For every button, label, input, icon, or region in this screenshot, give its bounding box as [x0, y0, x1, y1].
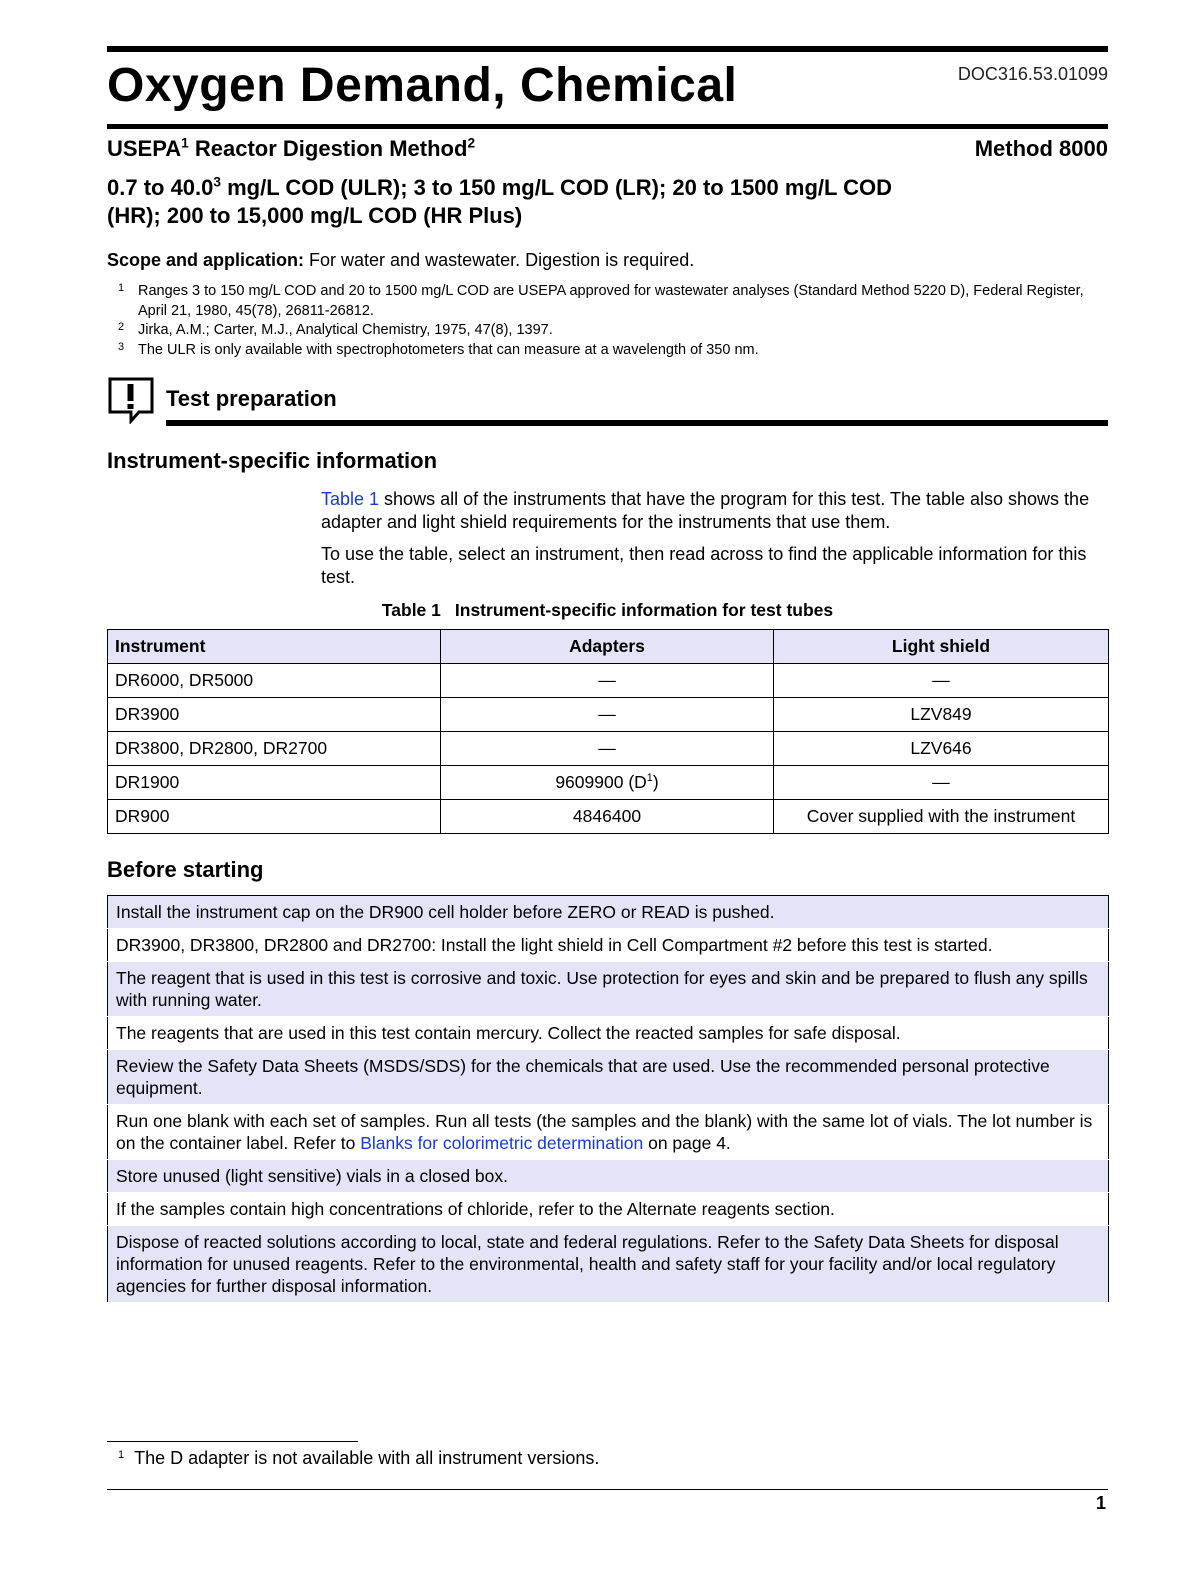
table-row — [108, 732, 1109, 766]
scope-and-application: Scope and application: For water and wastewater. Digestion is required. — [107, 250, 695, 270]
instrument-usage-paragraph: To use the table, select an instrument, then read across to find the applicable information for this test. — [321, 544, 1087, 587]
footnote-list — [118, 282, 1108, 360]
footnote-item: 1 Ranges 3 to 150 mg/L COD and 20 to 1500 mg/L COD are USEPA approved for wastewater analyses (Standard Method 5220 D), Federal Register, April 21, 1980, 45(78), 26811-26812. — [118, 282, 1084, 319]
measurement-range: 0.7 to 40.0$^3$ mg/L COD (ULR); 3 to 150 mg/L COD (LR); 20 to 1500 mg/L COD (HR); 200 to 15,000 mg/L COD (HR Plus) — [107, 174, 893, 228]
document-number: DOC316.53.01099 — [957, 64, 1108, 84]
table-cell: — — [441, 664, 774, 698]
list-item: If the samples contain high concentrations of chloride, refer to the Alternate reagents section. — [108, 1193, 1109, 1226]
instrument-intro-paragraph: Table 1 shows all of the instruments that have the program for this test. The table also shows the adapter and light shield requirements for the instruments that use them. — [321, 489, 1090, 532]
method-number: Method 8000 — [974, 136, 1108, 161]
footer-rule — [107, 1489, 1108, 1490]
table-caption: Table 1 Instrument-specific information for test tubes — [381, 600, 834, 620]
footnote-rule — [107, 1441, 358, 1442]
page-number: 1 — [1095, 1493, 1106, 1513]
blanks-link[interactable]: Blanks for colorimetric determination — [360, 1133, 644, 1153]
table-cell: — — [774, 766, 1109, 800]
table-cell: Cover supplied with the instrument — [774, 800, 1109, 834]
table-row — [108, 698, 1109, 732]
title-rule — [107, 124, 1108, 129]
footnote-item: 2 Jirka, A.M.; Carter, M.J., Analytical Chemistry, 1975, 47(8), 1397. — [118, 321, 553, 338]
section-heading-test-preparation: Test preparation — [166, 386, 337, 411]
table-cell: DR900 — [108, 800, 441, 834]
table-cell: DR3900 — [108, 698, 441, 732]
method-name: USEPA$^1$ Reactor Digestion Method$^2$ — [107, 135, 476, 161]
before-starting-list — [107, 895, 1109, 1303]
table-cell: LZV849 — [774, 698, 1109, 732]
method-line — [107, 136, 1108, 162]
instrument-table — [107, 629, 1109, 834]
heading-instrument-specific: Instrument-specific information — [107, 448, 438, 473]
column-header: Light shield — [774, 630, 1109, 664]
list-item: Review the Safety Data Sheets (MSDS/SDS) for the chemicals that are used. Use the recommended personal protective equipment. — [108, 1050, 1109, 1105]
footnote-item: 3 The ULR is only available with spectrophotometers that can measure at a wavelength of 350 nm. — [118, 340, 759, 358]
list-item: Dispose of reacted solutions according to local, state and federal regulations. Refer to the Safety Data Sheets for disposal information for unused reagents. Refer to the environmental, health and safety staff for your facility and/or local regulatory agencies for further disposal information. — [108, 1226, 1109, 1303]
list-item: The reagent that is used in this test is corrosive and toxic. Use protection for eyes and skin and be prepared to flush any spills with running water. — [108, 962, 1109, 1017]
list-item: Install the instrument cap on the DR900 cell holder before ZERO or READ is pushed. — [108, 896, 1109, 929]
list-item: DR3900, DR3800, DR2800 and DR2700: Install the light shield in Cell Compartment #2 before this test is started. — [108, 929, 1109, 962]
table-row — [108, 766, 1109, 800]
page-footnote: $^1$ The D adapter is not available with all instrument versions. — [118, 1448, 600, 1468]
top-rule — [107, 46, 1108, 52]
table-cell: 9609900 $(D^1)$ — [441, 766, 774, 800]
table-cell: DR3800, DR2800, DR2700 — [108, 732, 441, 766]
table-cell: — — [441, 732, 774, 766]
column-header: Instrument — [108, 630, 441, 664]
table-row — [108, 800, 1109, 834]
table-cell: DR6000, DR5000 — [108, 664, 441, 698]
alert-note-icon — [107, 376, 155, 424]
page-title: Oxygen Demand, Chemical — [107, 59, 738, 112]
heading-before-starting: Before starting — [107, 857, 264, 882]
table-cell: LZV646 — [774, 732, 1109, 766]
table-cell: — — [774, 664, 1109, 698]
table-cell: DR1900 — [108, 766, 441, 800]
list-item: Store unused (light sensitive) vials in a closed box. — [108, 1160, 1109, 1193]
table-cell: 4846400 — [441, 800, 774, 834]
table-header-row — [108, 630, 1109, 664]
table1-link[interactable]: Table 1 — [321, 489, 380, 509]
list-item: The reagents that are used in this test contain mercury. Collect the reacted samples for safe disposal. — [108, 1017, 1109, 1050]
section-rule — [166, 420, 1108, 426]
list-item: Run one blank with each set of samples. Run all tests (the samples and the blank) with the same lot of vials. The lot number is on the container label. Refer to Blanks for colorimetric determination on page 4. — [108, 1105, 1109, 1160]
column-header: Adapters — [441, 630, 774, 664]
table-cell: — — [441, 698, 774, 732]
table-row — [108, 664, 1109, 698]
